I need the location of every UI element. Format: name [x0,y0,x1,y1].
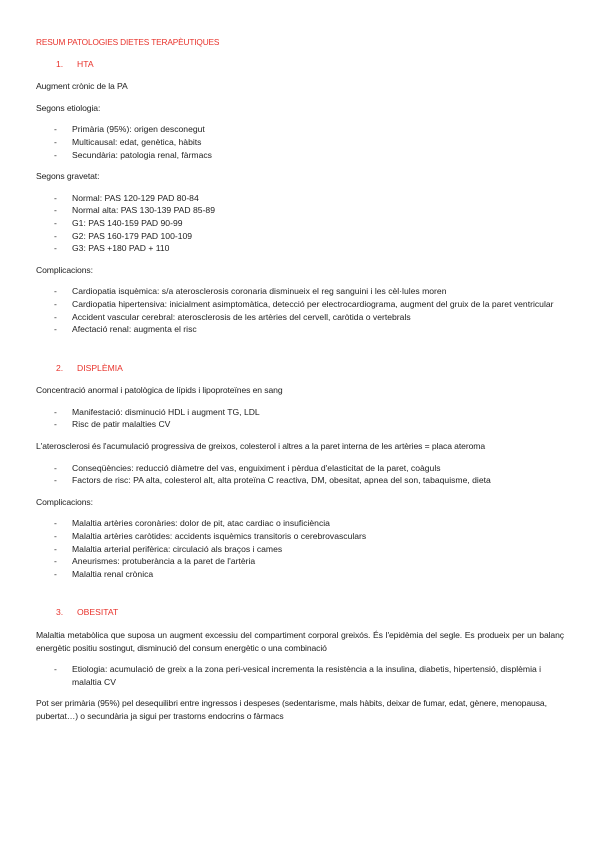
paragraph: Augment crònic de la PA [36,81,128,92]
list-item: - G2: PAS 160-179 PAD 100-109 [36,230,564,243]
section-number: 1. [56,58,64,69]
section-spacer [36,589,564,606]
list-item: - Primària (95%): origen desconegut [36,123,564,136]
bullet-list [36,192,564,255]
bullet-list [36,517,564,580]
list-item: - Multicausal: edat, genètica, hàbits [36,136,564,149]
section-3 [36,606,564,722]
paragraph: L'aterosclerosi és l'acumulació progressiva de greixos, colesterol i altres a la paret interna de les artèries = placa ateroma [36,441,486,452]
section-heading [36,362,564,375]
bullet-list [36,462,564,487]
section-number: 2. [56,362,64,373]
paragraph: Pot ser primària (95%) pel desequilibri entre ingressos i despeses (sedentarisme, mals hàbits, deixar de fumar, edat, gènere, menopausa, pubertat…) o secundària ja sigui per trastorns endocrins o fàrmacs [36,698,547,721]
section-number: 3. [56,607,64,618]
section-title: DISPLÈMIA [77,362,123,373]
list-item: - Normal: PAS 120-129 PAD 80-84 [36,192,564,205]
document-title: RESUM PATOLOGIES DIETES TERAPÈUTIQUES [36,37,220,47]
paragraph: Segons etiologia: [36,102,101,113]
list-item: - Cardiopatia hipertensiva: inicialment asimptomàtica, detecció per electrocardiograma, augment del gruix de la paret ventricular [36,298,564,311]
bullet-list [36,285,564,335]
list-item: - Malaltia artèries caròtides: accidents isquèmics transitoris o cerebrovasculars [36,530,564,543]
list-item: - Cardiopatia isquèmica: s/a aterosclerosis coronaria disminueix el reg sanguini i les cèl·lules moren [36,285,564,298]
section-title: OBESITAT [77,607,119,618]
list-item: - Accident vascular cerebral: aterosclerosis de les artèries del cervell, caròtida o vertebrals [36,311,564,324]
bullet-list [36,663,564,688]
list-item: - G1: PAS 140-159 PAD 90-99 [36,217,564,230]
paragraph: Complicacions: [36,264,93,275]
document-page [36,36,564,732]
section-heading [36,606,564,619]
list-item: - Afectació renal: augmenta el risc [36,323,564,336]
list-item: - Secundària: patologia renal, fàrmacs [36,149,564,162]
list-item: - Malaltia artèries coronàries: dolor de pit, atac cardiac o insuficiència [36,517,564,530]
list-item: - Manifestació: disminució HDL i augment TG, LDL [36,406,564,419]
list-item: - Malaltia renal crònica [36,568,564,581]
list-item: - Factors de risc: PA alta, colesterol alt, alta proteïna C reactiva, DM, obesitat, apnea del son, tabaquisme, dieta [36,474,564,487]
list-item: - Risc de patir malalties CV [36,418,564,431]
list-item: - Normal alta: PAS 130-139 PAD 85-89 [36,204,564,217]
document-content [36,58,564,723]
section-1 [36,58,564,336]
bullet-list [36,123,564,161]
list-item: - Conseqüències: reducció diàmetre del vas, enguiximent i pèrdua d'elasticitat de la paret, coàguls [36,462,564,475]
section-spacer [36,345,564,362]
list-item: - Aneurismes: protuberància a la paret de l'artèria [36,555,564,568]
paragraph: Concentració anormal i patològica de lípids i lipoproteïnes en sang [36,385,283,396]
section-title: HTA [77,58,94,69]
paragraph: Complicacions: [36,496,93,507]
bullet-list [36,406,564,431]
list-item: - Etiologia: acumulació de greix a la zona peri-vesical incrementa la resistència a la insulina, diabetis, hipertensió, displèmia i malaltia CV [36,663,564,688]
paragraph: Malaltia metabòlica que suposa un augment excessiu del compartiment corporal greixós. És l'epidèmia del segle. Es produeix per un balanç energètic positiu sostingut, disminució del consum energètic o una combinació [36,630,564,653]
list-item: - G3: PAS +180 PAD + 110 [36,242,564,255]
section-2 [36,362,564,581]
paragraph: Segons gravetat: [36,171,100,182]
section-heading [36,58,564,71]
list-item: - Malaltia arterial perifèrica: circulació als braços i cames [36,543,564,556]
